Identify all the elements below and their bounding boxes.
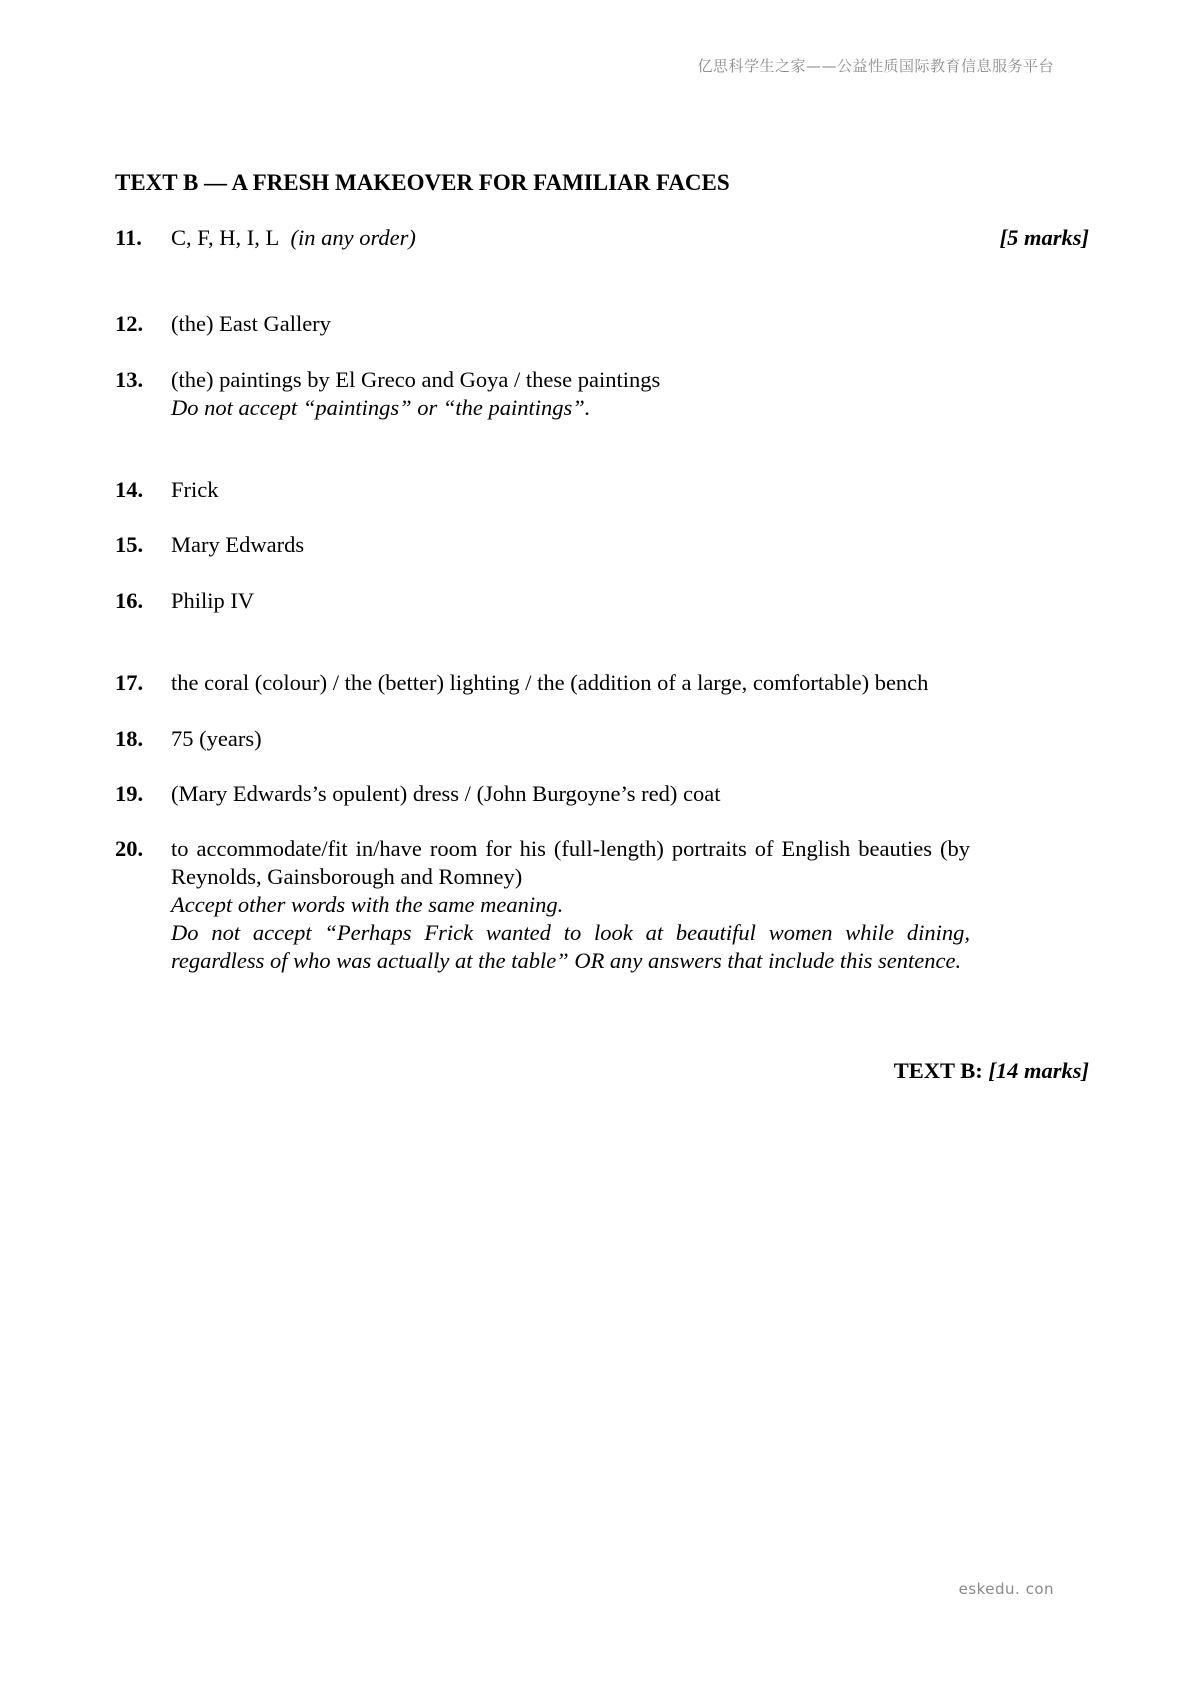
question-number: 18. — [115, 726, 144, 751]
question-16 — [115, 587, 1089, 615]
total-label: TEXT B: — [893, 1058, 983, 1083]
question-12 — [115, 310, 1089, 338]
answer: the coral (colour) / the (better) lighting / the (addition of a large, comfortable) bench — [171, 670, 929, 695]
question-18 — [115, 725, 1089, 753]
section-title: TEXT B — A FRESH MAKEOVER FOR FAMILIAR FACES — [115, 170, 730, 195]
question-number: 14. — [115, 477, 144, 502]
question-number: 17. — [115, 670, 144, 695]
answer-note: (in any order) — [290, 225, 416, 250]
answer: to accommodate/fit in/have room for his (full-length) portraits of English beauties (by Reynolds, Gainsborough and Romney) — [171, 836, 970, 889]
answer: Mary Edwards — [171, 532, 305, 557]
footer-url: eskedu. con — [958, 1580, 1054, 1598]
question-number: 12. — [115, 311, 144, 336]
question-15 — [115, 531, 1089, 559]
answer: (Mary Edwards’s opulent) dress / (John Burgoyne’s red) coat — [171, 781, 721, 806]
question-13 — [115, 366, 1089, 422]
question-number: 13. — [115, 367, 144, 392]
question-19 — [115, 780, 1089, 808]
site-banner: 亿思科学生之家——公益性质国际教育信息服务平台 — [697, 57, 1054, 75]
total-marks: [14 marks] — [988, 1058, 1089, 1083]
answer: (the) East Gallery — [171, 311, 331, 336]
question-20 — [115, 835, 1089, 975]
question-number: 16. — [115, 588, 144, 613]
section-total — [894, 1058, 1089, 1084]
question-number: 15. — [115, 532, 144, 557]
question-number: 19. — [115, 781, 144, 806]
answer: Frick — [171, 477, 219, 502]
question-number: 11. — [115, 225, 142, 250]
question-14 — [115, 476, 1089, 504]
question-marks: [5 marks] — [999, 225, 1089, 250]
answer-note: Accept other words with the same meaning. — [171, 892, 564, 917]
answer-note-exclusion: Do not accept “Perhaps Frick wanted to look at beautiful women while dining, regardless of who was actually at the table” OR any answers that include this sentence. — [171, 920, 970, 973]
question-11 — [115, 224, 1089, 252]
answer: (the) paintings by El Greco and Goya / these paintings — [171, 367, 661, 392]
answer: Philip IV — [171, 588, 255, 613]
question-17 — [115, 669, 1089, 697]
answer-note: Do not accept “paintings” or “the paintings”. — [171, 395, 591, 420]
question-number: 20. — [115, 836, 144, 861]
answer: C, F, H, I, L — [171, 225, 280, 250]
answer: 75 (years) — [171, 726, 262, 751]
